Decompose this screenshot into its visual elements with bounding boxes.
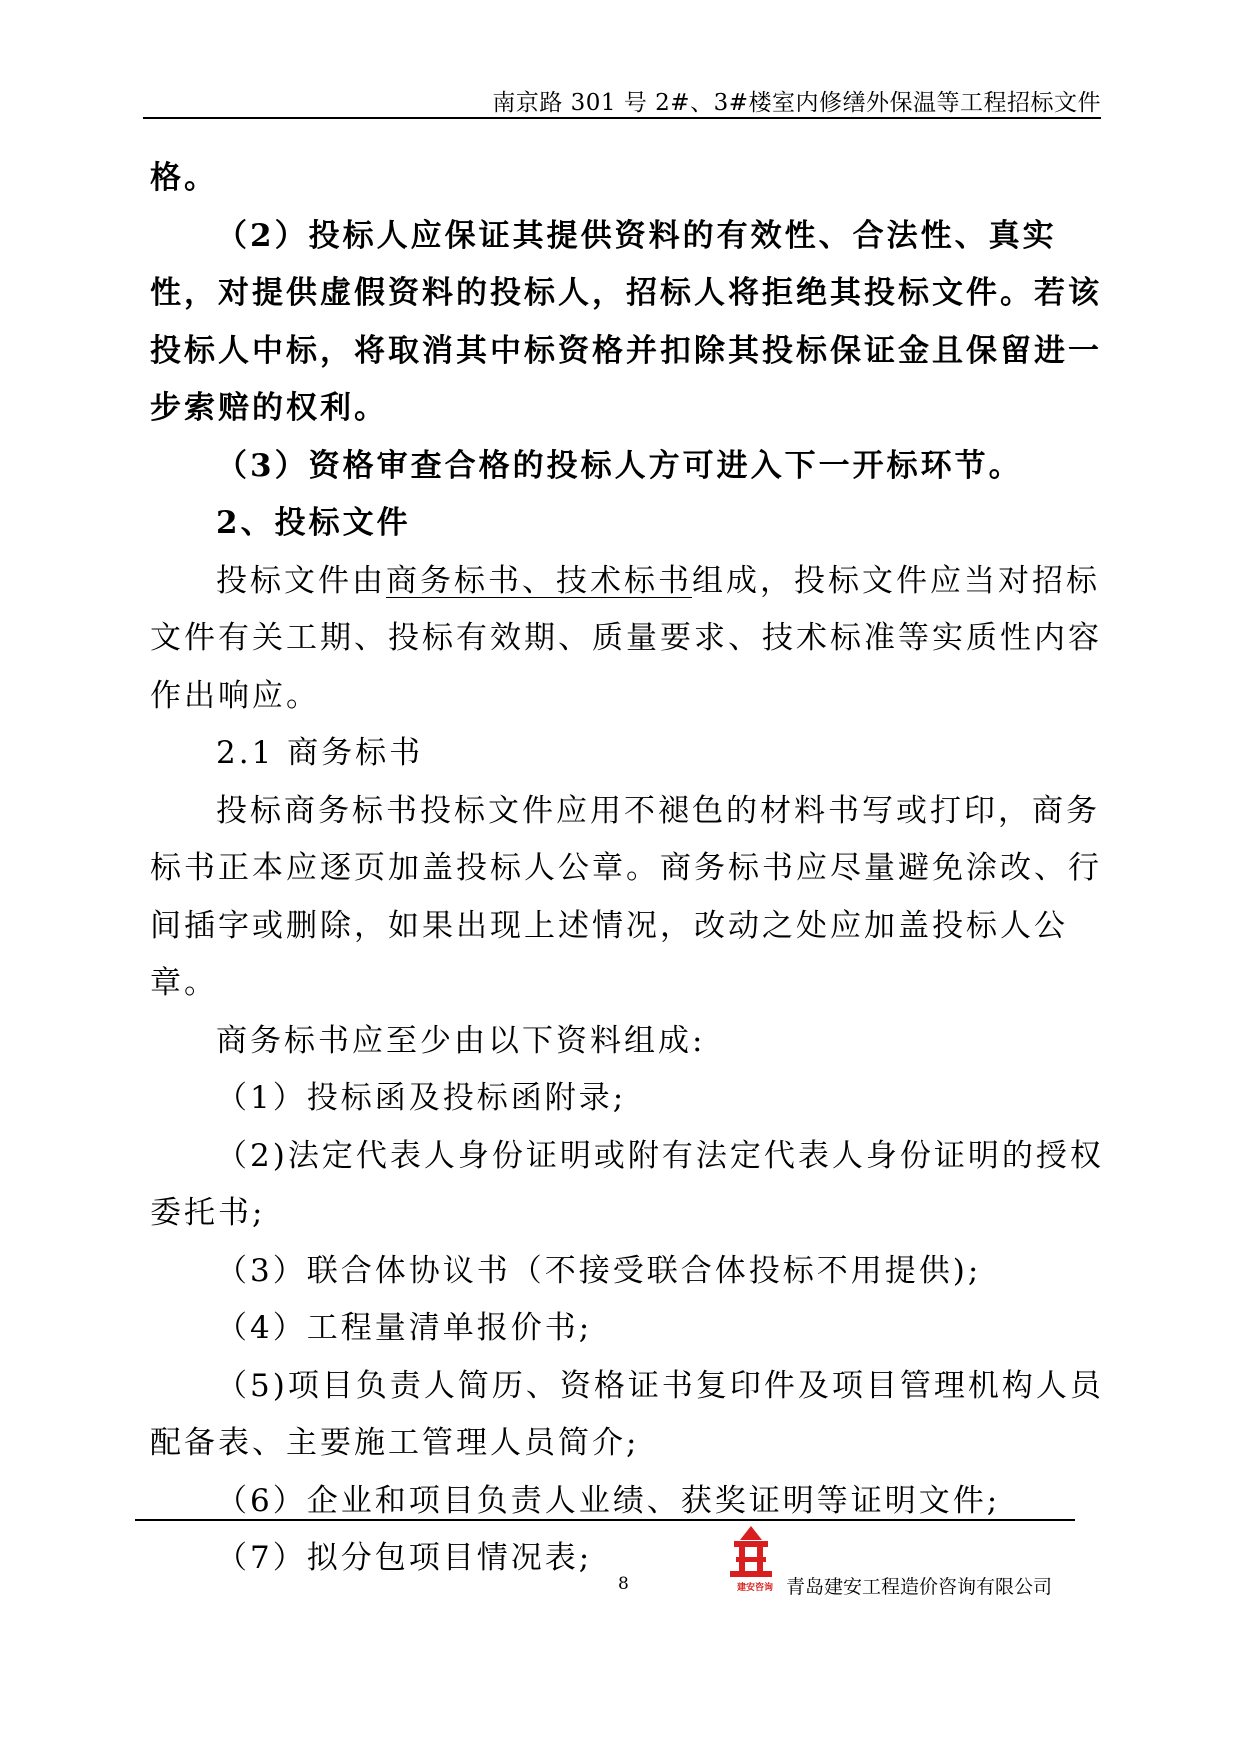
page-number: 8 xyxy=(618,1574,629,1594)
paragraph-bid-documents xyxy=(150,553,1110,726)
list-item: （7）拟分包项目情况表; xyxy=(216,1540,593,1576)
paragraph-item-2: （2）投标人应保证其提供资料的有效性、合法性、真实性，对提供虚假资料的投标人，招标人将拒绝其投标文件。若该投标人中标，将取消其中标资格并扣除其投标保证金且保留进一步索赔的权利。 xyxy=(150,217,1102,426)
paragraph-item-3: （3）资格审查合格的投标人方可进入下一开标环节。 xyxy=(216,447,1023,484)
header-title: 南京路 301 号 2#、3#楼室内修缮外保温等工程招标文件 xyxy=(492,90,1101,116)
section-heading-2-1: 2.1 商务标书 xyxy=(216,735,424,771)
list-item: （2)法定代表人身份证明或附有法定代表人身份证明的授权委托书; xyxy=(150,1137,1104,1231)
header-divider xyxy=(143,117,1101,119)
list-item: （6）企业和项目负责人业绩、获奖证明等证明文件; xyxy=(216,1482,1001,1519)
paragraph-continuation: 格。 xyxy=(150,160,218,196)
paragraph-bid-documents-suffix: 组成，投标文件应当对招标文件有关工期、投标有效期、质量要求、技术标准等实质性内容作出响应。 xyxy=(150,562,1102,714)
section-heading-2: 2、投标文件 xyxy=(216,505,411,541)
list-item: （4）工程量清单报价书; xyxy=(216,1310,593,1346)
company-name: 青岛建安工程造价咨询有限公司 xyxy=(786,1576,1053,1598)
logo-caption: 建安咨询 xyxy=(736,1583,773,1593)
paragraph-business-bid: 投标商务标书投标文件应用不褪色的材料书写或打印，商务标书正本应逐页加盖投标人公章。商务标书应尽量避免涂改、行间插字或删除，如果出现上述情况，改动之处应加盖投标人公章。 xyxy=(150,792,1102,1001)
footer-divider xyxy=(135,1519,1075,1521)
document-body xyxy=(150,150,1110,1588)
list-item: （5)项目负责人简历、资格证书复印件及项目管理机构人员配备表、主要施工管理人员简介; xyxy=(150,1367,1104,1461)
list-item: （3）联合体协议书（不接受联合体投标不用提供); xyxy=(216,1252,982,1289)
paragraph-bid-documents-underlined: 商务标书、技术标书 xyxy=(386,562,692,599)
list-item: （1）投标函及投标函附录; xyxy=(216,1080,627,1116)
paragraph-list-intro: 商务标书应至少由以下资料组成: xyxy=(216,1022,706,1059)
paragraph-bid-documents-prefix: 投标文件由 xyxy=(216,562,386,599)
